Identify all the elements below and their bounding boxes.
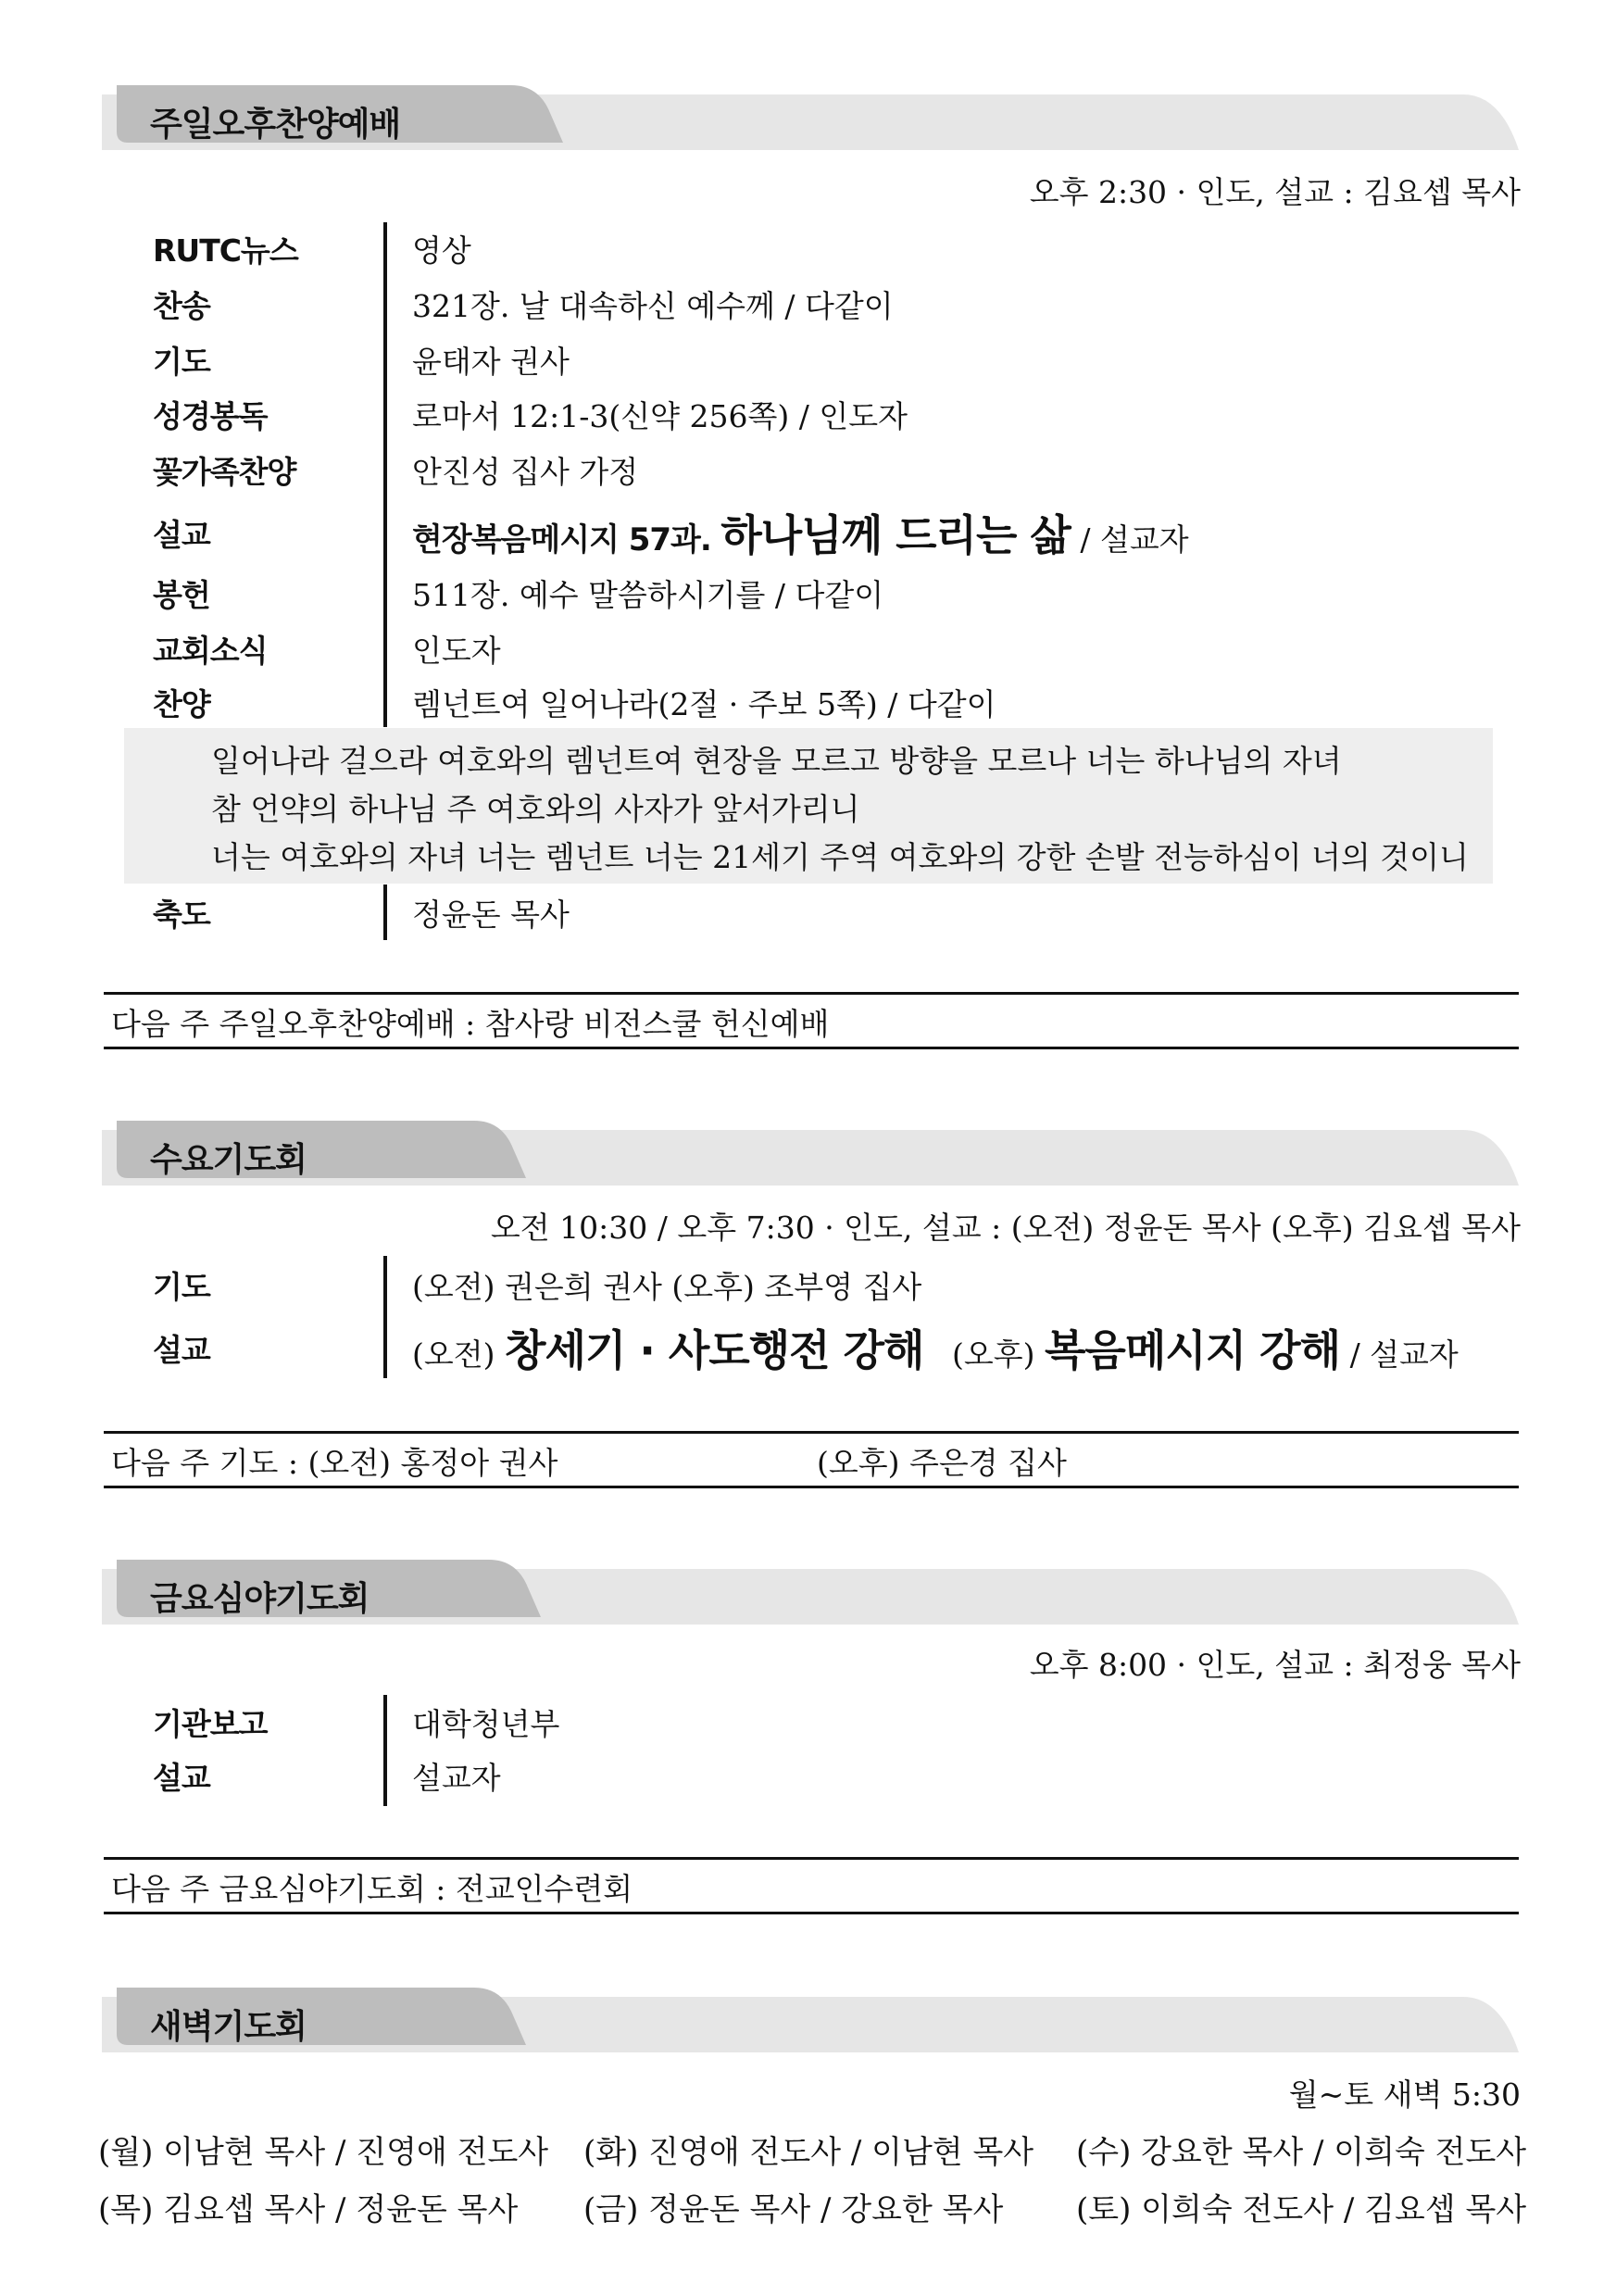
section-title: 주일오후찬양예배 bbox=[150, 106, 401, 144]
divider-bar bbox=[383, 1695, 387, 1806]
row-value: 안진성 집사 가정 bbox=[412, 454, 639, 490]
next-week-notice bbox=[104, 1857, 1519, 1914]
pm-sermon-title: 복음메시지 강해 bbox=[1044, 1325, 1341, 1375]
divider-bar bbox=[383, 222, 387, 727]
section-title: 금요심야기도회 bbox=[150, 1580, 370, 1618]
next-week-notice bbox=[104, 1431, 1519, 1488]
lyrics-line: 일어나라 걸으라 여호와의 렘넌트여 현장을 모르고 방향을 모르나 너는 하나님의 자녀 bbox=[211, 743, 1342, 779]
row-label: 봉헌 bbox=[153, 577, 210, 613]
row-value bbox=[412, 1317, 1459, 1378]
row-label: 축도 bbox=[153, 897, 210, 933]
dawn-schedule-item: (토) 이희숙 전도사 / 김요셉 목사 bbox=[1076, 2191, 1527, 2228]
sermon-title: 하나님께 드리는 삶 bbox=[720, 510, 1071, 560]
row-value: 렘넌트여 일어나라(2절 · 주보 5쪽) / 다같이 bbox=[412, 686, 996, 722]
row-label: 설교 bbox=[153, 517, 210, 553]
row-label: 기도 bbox=[153, 344, 210, 380]
dawn-schedule-item: (목) 김요셉 목사 / 정윤돈 목사 bbox=[98, 2191, 519, 2228]
service-meta: 월~토 새벽 5:30 bbox=[1288, 2076, 1521, 2113]
sermon-suffix: / 설교자 bbox=[1349, 1336, 1459, 1373]
header-band bbox=[102, 1121, 1519, 1187]
row-label: 기도 bbox=[153, 1269, 210, 1305]
header-band bbox=[102, 1988, 1519, 2054]
section-header-friday bbox=[102, 1560, 1519, 1626]
row-value: 정윤돈 목사 bbox=[412, 897, 570, 933]
next-week-text: 다음 주 금요심야기도회 : 전교인수련회 bbox=[111, 1871, 633, 1907]
lyrics-line: 참 언약의 하나님 주 여호와의 사자가 앞서가리니 bbox=[211, 791, 860, 827]
row-label: 꽃가족찬양 bbox=[153, 454, 296, 490]
lyrics-box bbox=[124, 728, 1493, 884]
service-meta: 오전 10:30 / 오후 7:30 · 인도, 설교 : (오전) 정윤돈 목사 (오후) 김요셉 목사 bbox=[490, 1210, 1521, 1246]
section-header-sunday bbox=[102, 85, 1519, 152]
next-week-text: 다음 주 기도 : (오전) 홍정아 권사 bbox=[111, 1445, 558, 1481]
next-week-notice bbox=[104, 992, 1519, 1049]
row-value: 511장. 예수 말씀하시기를 / 다같이 bbox=[412, 577, 884, 613]
lyrics-line: 너는 여호와의 자녀 너는 렘넌트 너는 21세기 주역 여호와의 강한 손발 전능하심이 너의 것이니 bbox=[211, 839, 1469, 875]
dawn-schedule-item: (수) 강요한 목사 / 이희숙 전도사 bbox=[1076, 2134, 1527, 2171]
service-meta: 오후 2:30 · 인도, 설교 : 김요셉 목사 bbox=[1029, 174, 1521, 210]
row-value: 대학청년부 bbox=[412, 1706, 560, 1742]
row-value: 321장. 날 대속하신 예수께 / 다같이 bbox=[412, 288, 894, 324]
row-value: 윤태자 권사 bbox=[412, 344, 570, 380]
row-label: 성경봉독 bbox=[153, 398, 268, 434]
row-value bbox=[412, 502, 1189, 563]
next-week-text: (오후) 주은경 집사 bbox=[817, 1445, 1067, 1481]
am-tag: (오전) bbox=[412, 1336, 495, 1373]
dawn-schedule-item: (월) 이남현 목사 / 진영애 전도사 bbox=[98, 2134, 549, 2171]
row-value: 영상 bbox=[412, 232, 471, 269]
dawn-schedule-item: (화) 진영애 전도사 / 이남현 목사 bbox=[583, 2134, 1034, 2171]
section-header-dawn bbox=[102, 1988, 1519, 2054]
section-header-wednesday bbox=[102, 1121, 1519, 1187]
dawn-schedule-item: (금) 정윤돈 목사 / 강요한 목사 bbox=[583, 2191, 1004, 2228]
row-label: 찬송 bbox=[153, 288, 210, 324]
row-label: 찬양 bbox=[153, 686, 210, 722]
row-label: 설교 bbox=[153, 1332, 210, 1368]
row-label: 설교 bbox=[153, 1760, 210, 1796]
row-label: 교회소식 bbox=[153, 633, 268, 669]
section-title: 수요기도회 bbox=[150, 1141, 307, 1179]
row-value: 로마서 12:1-3(신약 256쪽) / 인도자 bbox=[412, 398, 908, 434]
divider-bar bbox=[383, 885, 387, 940]
service-meta: 오후 8:00 · 인도, 설교 : 최정웅 목사 bbox=[1029, 1647, 1521, 1683]
row-value: 설교자 bbox=[412, 1760, 501, 1796]
next-week-text: 다음 주 주일오후찬양예배 : 참사랑 비전스쿨 헌신예배 bbox=[111, 1006, 830, 1042]
pm-tag: (오후) bbox=[951, 1336, 1035, 1373]
sermon-suffix: / 설교자 bbox=[1080, 521, 1189, 558]
sermon-series: 현장복음메시지 57과. bbox=[412, 521, 711, 558]
row-label: 기관보고 bbox=[153, 1706, 268, 1742]
divider-bar bbox=[383, 1256, 387, 1378]
am-sermon-title: 창세기 · 사도행전 강해 bbox=[505, 1325, 924, 1375]
row-value: (오전) 권은희 권사 (오후) 조부영 집사 bbox=[412, 1269, 922, 1305]
row-value: 인도자 bbox=[412, 633, 501, 669]
row-label: RUTC뉴스 bbox=[153, 232, 298, 269]
section-title: 새벽기도회 bbox=[150, 2008, 307, 2046]
